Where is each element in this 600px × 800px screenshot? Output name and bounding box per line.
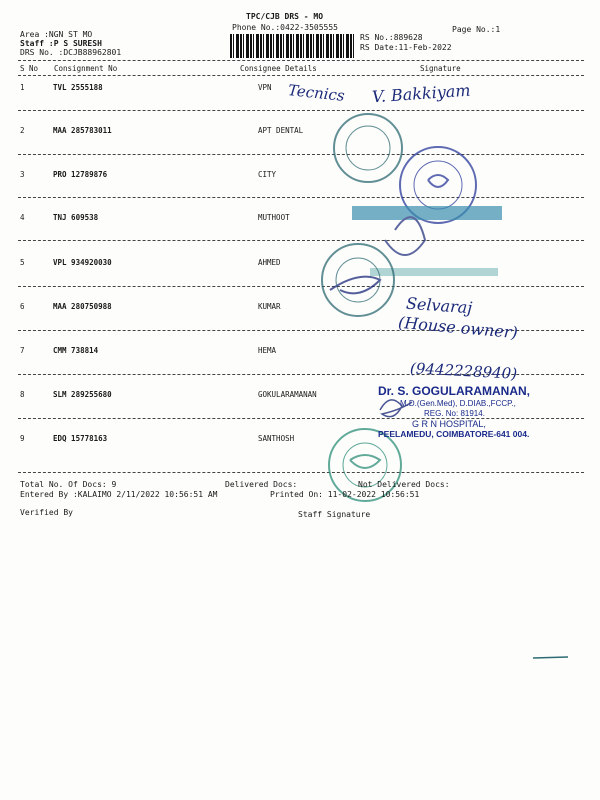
row-consignee: CITY	[258, 170, 277, 179]
row-consignment: CMM 738814	[53, 346, 99, 355]
row-consignment: SLM 289255680	[53, 390, 112, 399]
verified-by: Verified By	[20, 508, 73, 517]
total-docs: Total No. Of Docs: 9	[20, 480, 117, 489]
printed-on: Printed On: 11-02-2022 10:56:51	[270, 490, 420, 499]
column-header-consignment: Consignment No	[54, 64, 118, 73]
phone-number: Phone No.:0422-3505555	[232, 23, 338, 32]
not-delivered-docs: Not Delivered Docs:	[358, 480, 450, 489]
ahmed-stamp	[322, 244, 394, 316]
column-header-signature: Signature	[420, 64, 461, 73]
column-header-sno: S No	[20, 64, 39, 73]
stray-mark	[533, 657, 568, 658]
row-consignee: AHMED	[258, 258, 281, 267]
row-sno: 9	[20, 434, 25, 443]
handwritten-name: Selvaraj	[405, 293, 473, 318]
staff-signature-label: Staff Signature	[298, 510, 371, 519]
row-sno: 1	[20, 83, 25, 92]
drs-number: DRS No. :DCJB88962801	[20, 48, 122, 57]
handwritten-phone: (9442228940)	[409, 359, 518, 383]
handwritten-signature: Tecnics	[287, 81, 346, 105]
row-consignee: VPN	[258, 83, 272, 92]
row-consignee: SANTHOSH	[258, 434, 295, 443]
doctor-name: Dr. S. GOGULARAMANAN,	[378, 384, 531, 398]
row-sno: 3	[20, 170, 25, 179]
column-header-consignee: Consignee Details	[240, 64, 317, 73]
doctor-registration: REG. No: 81914.	[424, 409, 485, 418]
rs-date: RS Date:11-Feb-2022	[360, 43, 452, 52]
handwritten-signature: V. Bakkiyam	[371, 80, 472, 107]
row-sno: 8	[20, 390, 25, 399]
entered-by: Entered By :KALAIMO 2/11/2022 10:56:51 AM	[20, 490, 218, 499]
row-sno: 5	[20, 258, 25, 267]
handwritten-note: (House owner)	[397, 312, 519, 343]
row-consignment: TVL 2555188	[53, 83, 103, 92]
hospital-address: PEELAMEDU, COIMBATORE-641 004.	[378, 429, 530, 439]
row-sno: 2	[20, 126, 25, 135]
row-sno: 6	[20, 302, 25, 311]
doctor-qualifications: M.D.(Gen.Med), D.DIAB.,FCCP.,	[400, 399, 516, 408]
row-consignment: MAA 280750988	[53, 302, 112, 311]
staff-field: Staff :P S SURESH	[20, 39, 102, 48]
delivered-docs: Delivered Docs:	[225, 480, 298, 489]
row-consignee: GOKULARAMANAN	[258, 390, 317, 399]
row-consignment: PRO 12789876	[53, 170, 108, 179]
hospital-name: G R N HOSPITAL,	[412, 419, 486, 429]
area-field: Area :NGN ST MO	[20, 30, 93, 39]
dental-stamp	[334, 114, 402, 182]
row-consignment: TNJ 609538	[53, 213, 99, 222]
row-consignee: MUTHOOT	[258, 213, 290, 222]
row-consignment: EDQ 15778163	[53, 434, 108, 443]
page-number: Page No.:1	[452, 25, 501, 34]
document-title: TPC/CJB DRS - MO	[246, 12, 324, 21]
row-consignee: APT DENTAL	[258, 126, 304, 135]
row-sno: 7	[20, 346, 25, 355]
row-consignee: HEMA	[258, 346, 277, 355]
row-consignee: KUMAR	[258, 302, 281, 311]
row-consignment: MAA 285783011	[53, 126, 112, 135]
rs-number: RS No.:889628	[360, 33, 423, 42]
row-consignment: VPL 934920030	[53, 258, 112, 267]
row-sno: 4	[20, 213, 25, 222]
